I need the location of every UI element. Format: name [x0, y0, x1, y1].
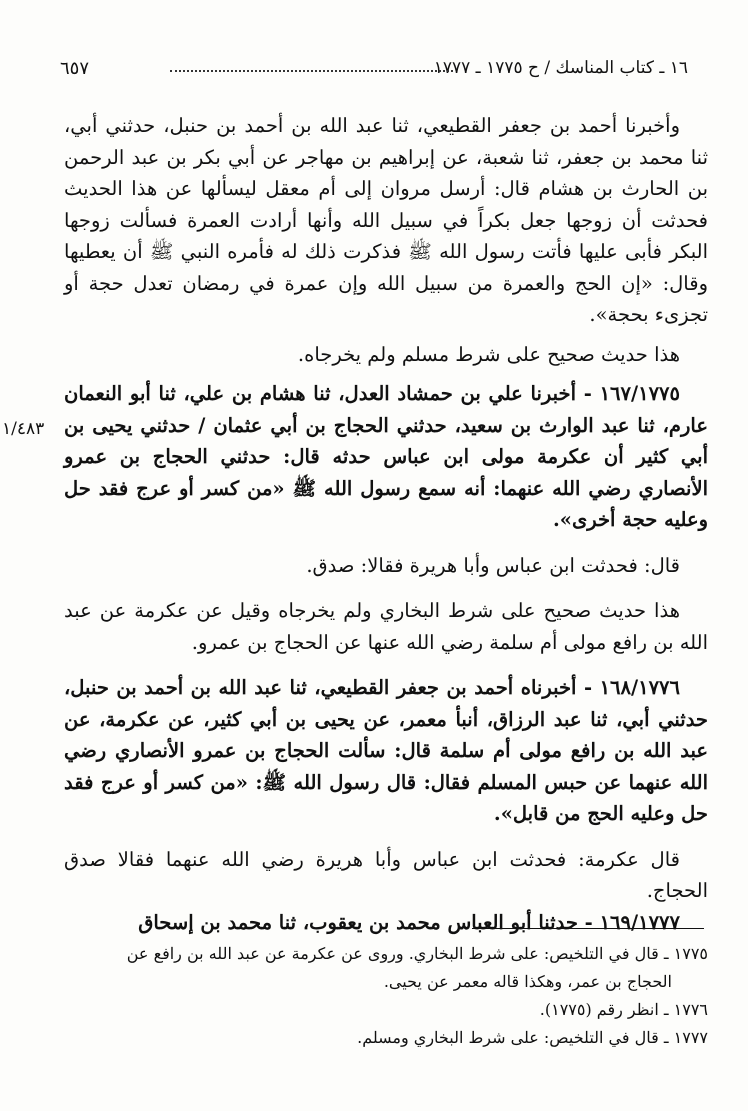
footnote-1777: ١٧٧٧ ـ قال في التلخيص: على شرط البخاري ومسلم. — [357, 1028, 708, 1047]
hadith-paragraph: وأخبرنا أحمد بن جعفر القطيعي، ثنا عبد الله بن أحمد بن حنبل، حدثني أبي، ثنا محمد بن جعفر، ثنا شعبة، عن إبراهيم بن مهاجر عن أبي بكر بن عبد الرحمن بن الحارث بن هشام قال: أرسل مروان إلى أم معقل ليسألها عن هذا الحديث فحدثت أن زوجها جعل بكراً في سبيل الله وأنها أرادت العمرة فسألت زوجها البكر فأبى عليها فأتت رسول الله ﷺ فذكرت ذلك له فأمره النبي ﷺ أن يعطيها وقال: «إن الحج والعمرة من سبيل الله وإن عمرة في رمضان تعدل حجة أو تجزىء بحجة». — [64, 114, 708, 326]
page-number: ٦٥٧ — [60, 58, 90, 79]
footnote-1775-continued: الحجاج بن عمر، وهكذا قاله معمر عن يحيى. — [383, 972, 672, 991]
page-header — [60, 58, 688, 86]
footnote-1775: ١٧٧٥ ـ قال في التلخيص: على شرط البخاري. وروى عن عكرمة عن عبد الله بن رافع عن — [126, 944, 708, 963]
hadith-1777: ١٦٩/١٧٧٧ - حدثنا أبو العباس محمد بن يعقوب، ثنا محمد بن إسحاق — [138, 910, 680, 934]
hadith-comment: قال: فحدثت ابن عباس وأبا هريرة فقالا: صدق. — [306, 553, 680, 577]
grading-note: هذا حديث صحيح على شرط البخاري ولم يخرجاه وقيل عن عكرمة عن عبد الله بن رافع مولى أم سلمة رضي الله عنها عن الحجاج بن عمرو. — [64, 599, 708, 654]
grading-note: هذا حديث صحيح على شرط مسلم ولم يخرجاه. — [297, 342, 680, 366]
header-dot-leader — [170, 70, 453, 72]
footnote-1776: ١٧٧٦ ـ انظر رقم (١٧٧٥). — [539, 1000, 708, 1019]
footnotes — [64, 940, 708, 1052]
hadith-1775: ١٦٧/١٧٧٥ - أخبرنا علي بن حمشاد العدل، ثنا هشام بن علي، ثنا أبو النعمان عارم، ثنا عبد الوارث بن سعيد، حدثني الحجاج بن أبي عثمان / حدثني يحيى بن أبي كثير أن عكرمة مولى ابن عباس حدثه قال: حدثني الحجاج بن عمرو الأنصاري رضي الله عنهما: أنه سمع رسول الله ﷺ «من كسر أو عرج فقد حل وعليه حجة أخرى». — [64, 382, 708, 531]
footnote-separator — [472, 928, 704, 929]
running-title: ١٦ ـ كتاب المناسك / ح ١٧٧٥ ـ ١٧٧٧ — [433, 58, 688, 78]
hadith-comment: قال عكرمة: فحدثت ابن عباس وأبا هريرة رضي الله عنهما فقالا صدق الحجاج. — [64, 847, 708, 902]
main-text — [64, 110, 708, 938]
margin-reference: ١/٤٨٣ — [2, 419, 45, 439]
hadith-1776: ١٦٨/١٧٧٦ - أخبرناه أحمد بن جعفر القطيعي، ثنا عبد الله بن أحمد بن حنبل، حدثني أبي، ثنا عبد الرزاق، أنبأ معمر، عن يحيى بن أبي كثير، عن عكرمة، عن عبد الله بن رافع مولى أم سلمة قال: سألت الحجاج بن عمرو الأنصاري رضي الله عنهما عن حبس المسلم فقال: قال رسول الله ﷺ: «من كسر أو عرج فقد حل وعليه الحج من قابل». — [64, 676, 708, 825]
